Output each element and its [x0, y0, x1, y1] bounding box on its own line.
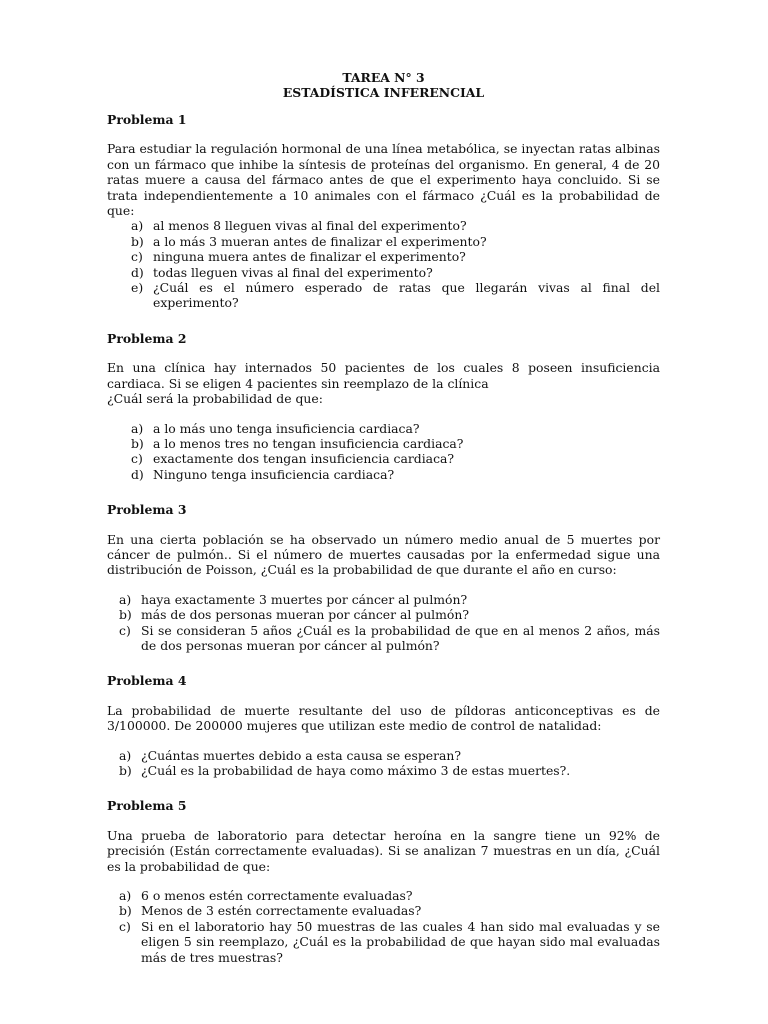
list-item — [107, 888, 660, 903]
item-letter: b) — [131, 233, 144, 249]
item-text: Si se consideran 5 años ¿Cuál es la probabilidad de que en al menos 2 años, más de dos personas mueran por cáncer al pulmón? — [141, 622, 660, 653]
item-letter: c) — [119, 918, 131, 934]
list-item — [107, 763, 660, 778]
problem-3 — [107, 502, 660, 653]
item-text: ¿Cuántas muertes debido a esta causa se esperan? — [141, 747, 462, 763]
item-letter: a) — [119, 888, 132, 904]
item-text: ninguna muera antes de finalizar el experimento? — [153, 249, 466, 265]
problem-title: Problema 2 — [107, 330, 187, 346]
problem-4 — [107, 673, 660, 778]
list-item — [107, 218, 660, 233]
item-letter: c) — [119, 622, 131, 638]
item-letter: a) — [131, 218, 144, 234]
item-letter: c) — [131, 249, 143, 265]
item-letter: a) — [119, 591, 132, 607]
item-text: ¿Cuál es el número esperado de ratas que llegarán vivas al final del experimento? — [153, 280, 660, 311]
item-letter: b) — [119, 903, 132, 919]
problem-1 — [107, 112, 660, 311]
list-item — [107, 436, 660, 451]
list-item — [107, 919, 660, 965]
list-item — [107, 592, 660, 607]
problem-question: ¿Cuál será la probabilidad de que: — [107, 391, 323, 407]
item-letter: b) — [119, 607, 132, 623]
problem-title: Problema 4 — [107, 673, 187, 689]
item-text: más de dos personas mueran por cáncer al pulmón? — [141, 607, 469, 623]
list-item — [107, 467, 660, 482]
problem-statement: Una prueba de laboratorio para detectar heroína en la sangre tiene un 92% de precisión (Están correctamente evaluadas). Si se analizan 7 muestras en un día, ¿Cuál es la probabilidad de que: — [107, 827, 660, 874]
question-list — [107, 421, 660, 483]
item-text: a lo menos tres no tengan insuficiencia cardiaca? — [153, 435, 464, 451]
list-item — [107, 234, 660, 249]
list-item — [107, 280, 660, 311]
problem-title: Problema 1 — [107, 112, 187, 127]
list-item — [107, 903, 660, 918]
document-title: TAREA N° 3 — [342, 70, 425, 85]
question-list — [107, 748, 660, 779]
question-list — [107, 218, 660, 310]
list-item — [107, 249, 660, 264]
list-item — [107, 748, 660, 763]
item-letter: e) — [131, 280, 144, 296]
item-text: todas lleguen vivas al final del experimento? — [153, 264, 433, 280]
problem-statement: Para estudiar la regulación hormonal de una línea metabólica, se inyectan ratas albinas con un fármaco que inhibe la síntesis de proteínas del organismo. En general, 4 de 20 ratas muere a causa del fármaco antes de que el experimento haya concluido. Si se trata independientemente a 10 animales con el fármaco ¿Cuál es la probabilidad de que: — [107, 141, 660, 219]
problem-statement: En una cierta población se ha observado un número medio anual de 5 muertes por cáncer de pulmón.. Si el número de muertes causadas por la enfermedad sigue una distribución de Poisson, ¿Cuál es la probabilidad de que durante el año en curso: — [107, 531, 660, 578]
question-list — [107, 592, 660, 654]
item-letter: a) — [131, 420, 144, 436]
list-item — [107, 265, 660, 280]
document-page — [107, 70, 660, 965]
item-text: Ninguno tenga insuficiencia cardiaca? — [153, 466, 395, 482]
item-letter: b) — [119, 763, 132, 778]
problem-statement: En una clínica hay internados 50 pacientes de los cuales 8 poseen insuficiencia cardiaca. Si se eligen 4 pacientes sin reemplazo de la clínica — [107, 360, 660, 391]
item-letter: d) — [131, 466, 144, 482]
item-text: Menos de 3 estén correctamente evaluadas? — [141, 903, 422, 919]
list-item — [107, 451, 660, 466]
item-letter: d) — [131, 264, 144, 280]
problem-2 — [107, 331, 660, 482]
item-text: Si en el laboratorio hay 50 muestras de las cuales 4 han sido mal evaluadas y se eligen 5 sin reemplazo, ¿Cuál es la probabilidad de que hayan sido mal evaluadas más de tres muestras? — [141, 918, 660, 965]
item-text: 6 o menos estén correctamente evaluadas? — [141, 888, 413, 904]
list-item — [107, 623, 660, 654]
item-letter: b) — [131, 435, 144, 451]
question-list — [107, 888, 660, 965]
item-letter: a) — [119, 747, 132, 763]
item-text: haya exactamente 3 muertes por cáncer al pulmón? — [141, 591, 468, 607]
item-text: a lo más uno tenga insuficiencia cardiaca? — [153, 420, 420, 436]
problem-title: Problema 3 — [107, 502, 187, 518]
problem-statement: La probabilidad de muerte resultante del uso de píldoras anticonceptivas es de 3/100000. De 200000 mujeres que utilizan este medio de control de natalidad: — [107, 702, 660, 734]
item-text: ¿Cuál es la probabilidad de haya como máximo 3 de estas muertes?. — [141, 763, 571, 778]
list-item — [107, 607, 660, 622]
item-text: al menos 8 lleguen vivas al final del experimento? — [153, 218, 467, 234]
list-item — [107, 421, 660, 436]
item-letter: c) — [131, 451, 143, 467]
item-text: exactamente dos tengan insuficiencia cardiaca? — [153, 451, 455, 467]
problem-title: Problema 5 — [107, 798, 187, 814]
document-subtitle: ESTADÍSTICA INFERENCIAL — [282, 85, 485, 100]
problem-5 — [107, 798, 660, 965]
item-text: a lo más 3 mueran antes de finalizar el experimento? — [153, 233, 487, 249]
